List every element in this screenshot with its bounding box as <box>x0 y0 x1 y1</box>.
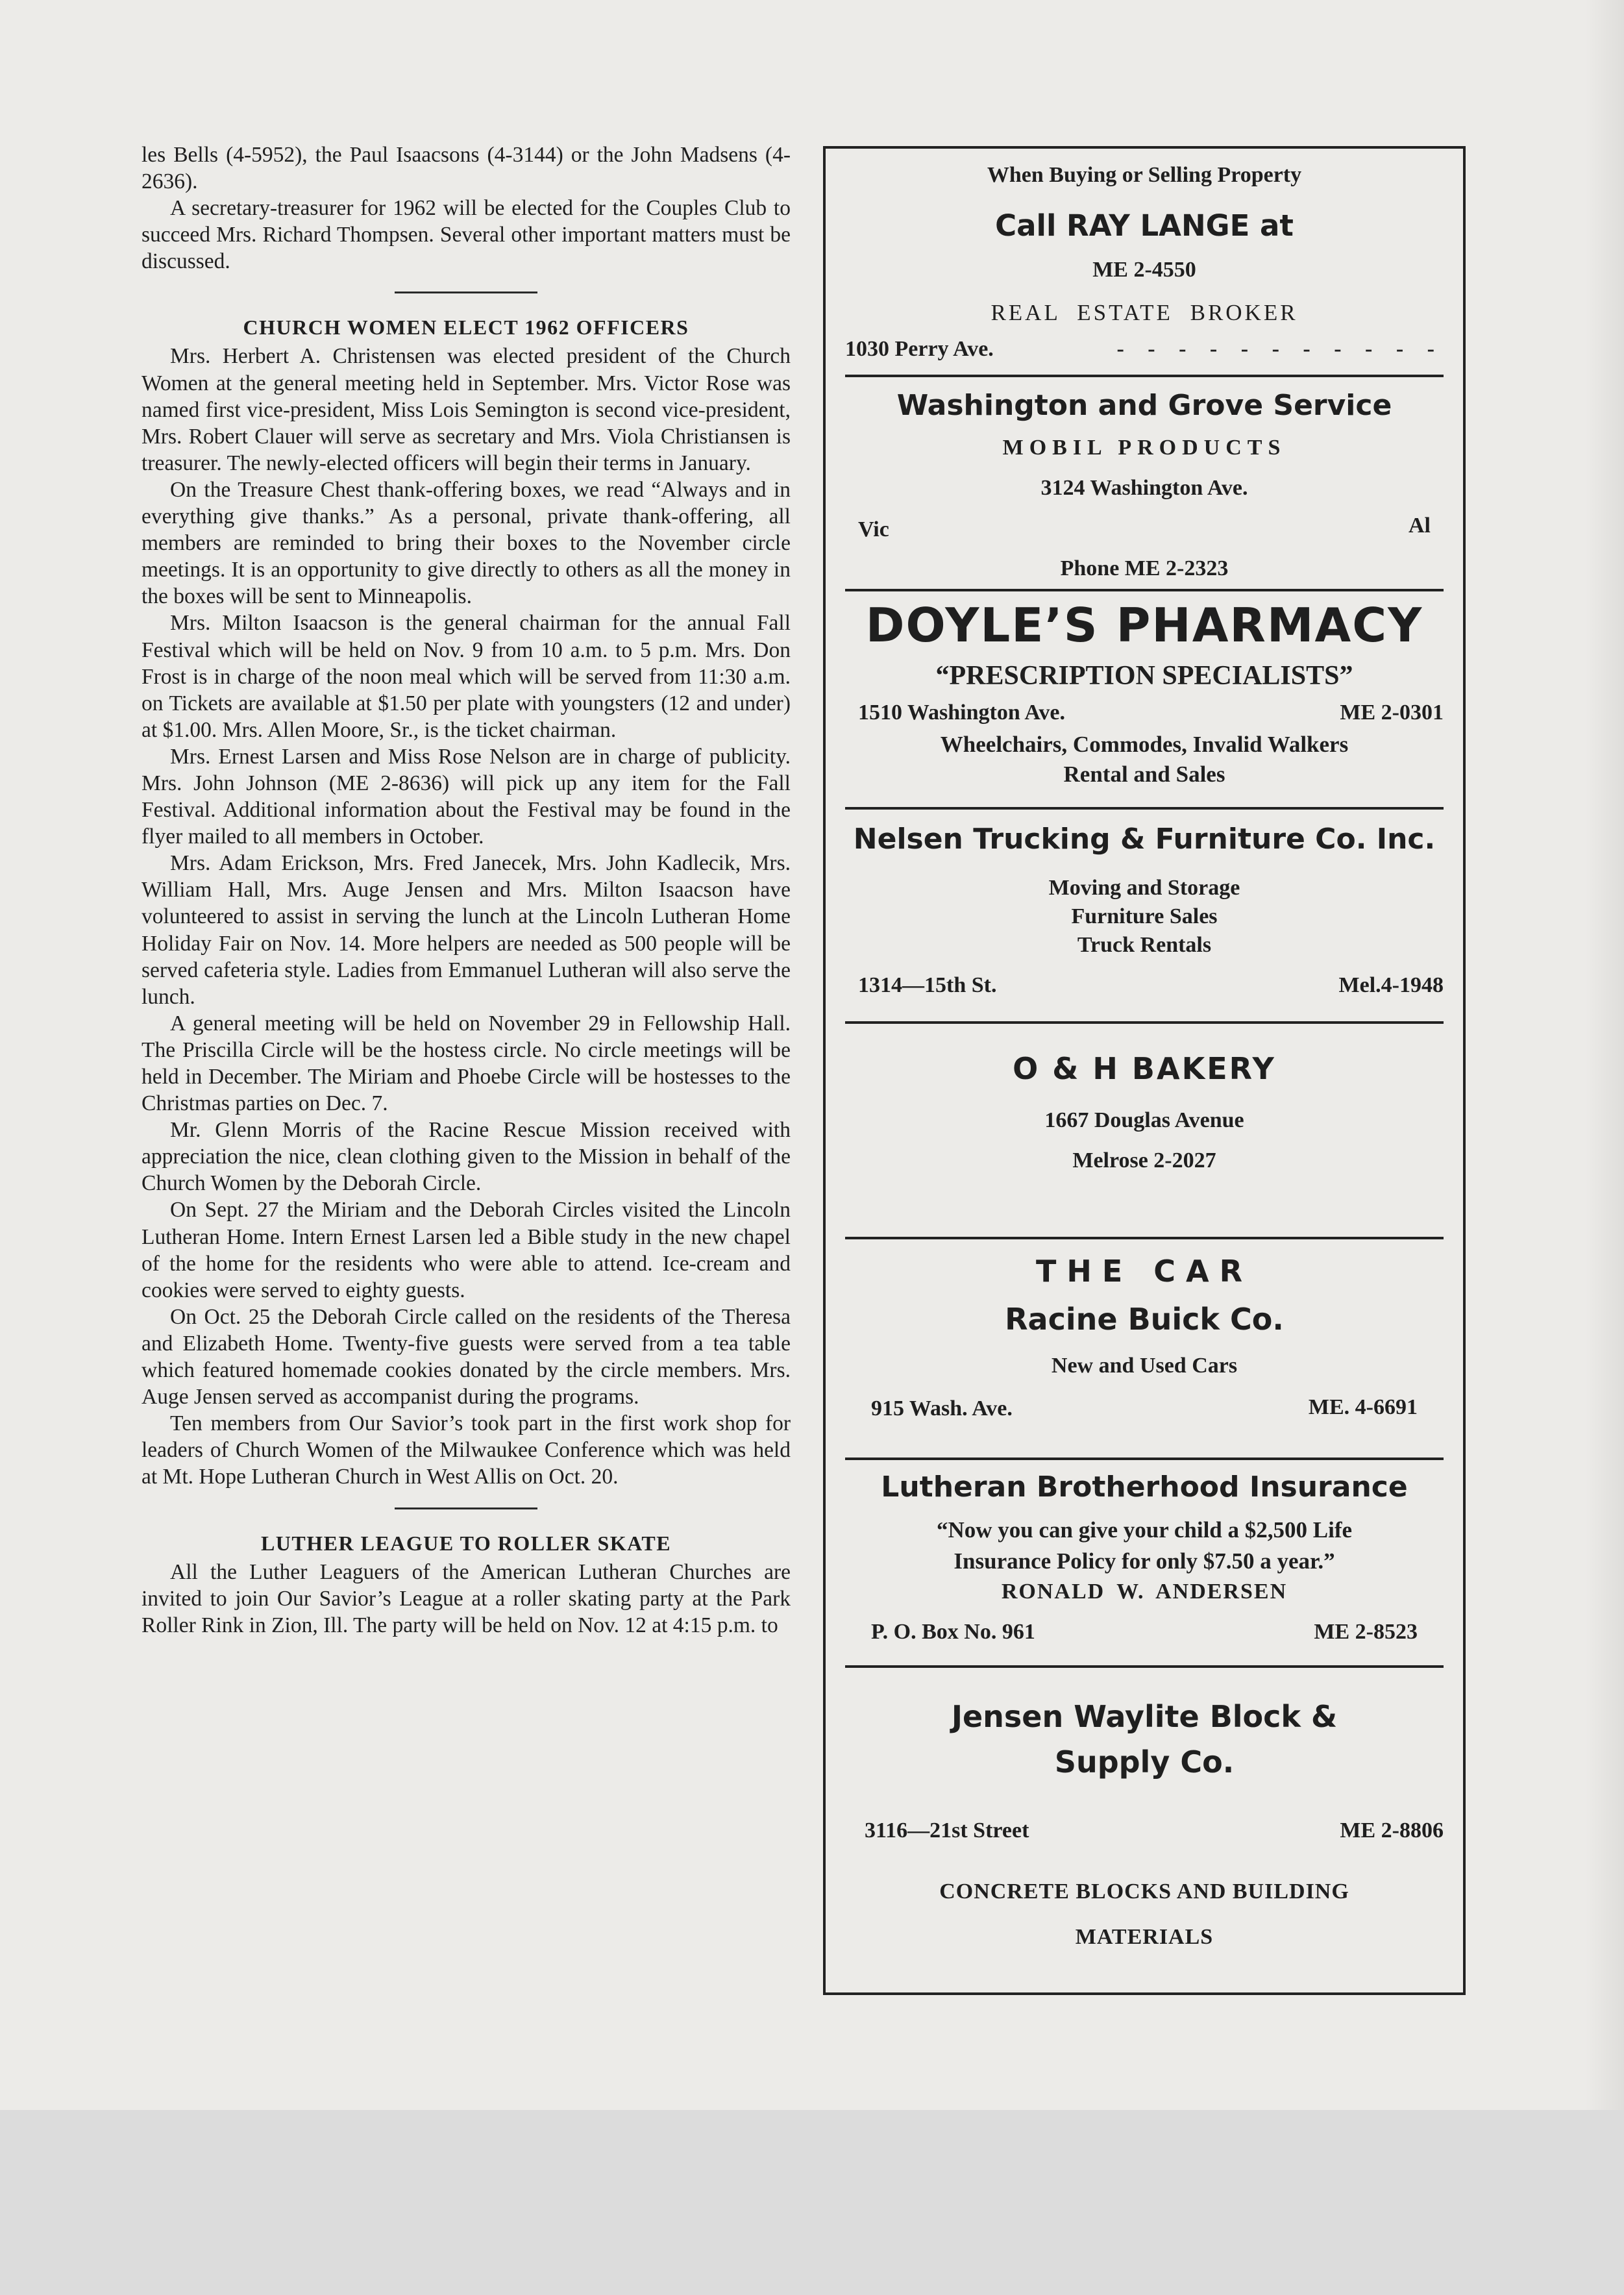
ad-line: Furniture Sales <box>1071 904 1218 928</box>
advertisements-panel <box>823 146 1466 1995</box>
ad-phone: ME 2-8806 <box>1340 1818 1444 1842</box>
ad-products: MOBIL PRODUCTS <box>1002 436 1286 460</box>
ad-quote-line: Insurance Policy for only $7.50 a year.” <box>953 1548 1335 1574</box>
ad-line: MATERIALS <box>1075 1925 1214 1949</box>
section-divider <box>395 1507 537 1509</box>
ad-line: New and Used Cars <box>1051 1354 1238 1378</box>
article-paragraph: Mrs. Milton Isaacson is the general chairman for the annual Fall Festival which will be held on Nov. 9 from 10 a.m. to 5 p.m. Mrs. Don Frost is in charge of the noon meal which will be served from 11:30 a.m. on Tickets are available at $1.50 per plate with youngsters (12 and under) at $1.00. Mrs. Allen Moore, Sr., is the ticket chairman. <box>141 611 791 742</box>
ad-line: CONCRETE BLOCKS AND BUILDING <box>939 1879 1349 1904</box>
ad-name: Nelsen Trucking & Furniture Co. Inc. <box>853 823 1436 856</box>
intro-paragraph-2: A secretary-treasurer for 1962 will be elected for the Couples Club to succeed Mrs. Richard Thompsen. Several other important matters must be discussed. <box>141 196 791 274</box>
ad-address: 1510 Washington Ave. <box>858 701 1065 725</box>
ad-phone: ME 2-8523 <box>1314 1620 1418 1644</box>
ad-agent: RONALD W. ANDERSEN <box>1001 1580 1288 1604</box>
intro-paragraph-1: les Bells (4-5952), the Paul Isaacsons (4-3144) or the John Madsens (4-2636). <box>141 143 791 194</box>
article-paragraph: On Sept. 27 the Miriam and the Deborah Circles visited the Lincoln Lutheran Home. Intern Ernest Larsen led a Bible study in the new chapel of the home for the residents who were able to attend. Ice-cream and cookies were served to eighty guests. <box>141 1198 791 1302</box>
church-women-heading: CHURCH WOMEN ELECT 1962 OFFICERS <box>243 316 689 340</box>
ad-title: REAL ESTATE BROKER <box>990 300 1298 325</box>
ad-dash-leader: - - - - - - - - - - - <box>1116 337 1444 361</box>
ad-phone: ME. 4-6691 <box>1308 1395 1418 1419</box>
ad-address: 1314—15th St. <box>858 973 997 997</box>
ad-ray-lange <box>845 149 1444 377</box>
ad-phone: ME 2-0301 <box>1340 701 1444 725</box>
ad-name: O & H BAKERY <box>1013 1051 1276 1086</box>
ad-line: Moving and Storage <box>1048 876 1240 900</box>
ad-address: 1667 Douglas Avenue <box>1044 1108 1244 1132</box>
ad-name: DOYLE’S PHARMACY <box>865 598 1423 652</box>
ad-address: P. O. Box No. 961 <box>871 1620 1035 1644</box>
article-paragraph: All the Luther Leaguers of the American Lutheran Churches are invited to join Our Savior’s League at a roller skating party at the Park Roller Rink in Zion, Ill. The party will be held on Nov. 12 at 4:15 p.m. to <box>141 1559 791 1637</box>
article-paragraph: Mrs. Herbert A. Christensen was elected president of the Church Women at the general meeting held in September. Mrs. Victor Rose was named first vice-president, Miss Lois Semington is second vice-president, Mrs. Robert Clauer will serve as secretary and Mrs. Viola Christiansen is treasurer. The newly-elected officers will begin their terms in January. <box>141 344 791 475</box>
ad-line: Rental and Sales <box>1063 762 1225 787</box>
ad-quote-line: “Now you can give your child a $2,500 Life <box>936 1517 1353 1543</box>
article-paragraph: Mrs. Ernest Larsen and Miss Rose Nelson are in charge of publicity. Mrs. John Johnson (ME 2-8636) will pick up any item for the Fall Festival. Additional information about the Festival may be found in the flyer mailed to all members in October. <box>141 744 791 849</box>
ad-washington-grove <box>845 375 1444 591</box>
article-paragraph: A general meeting will be held on November 29 in Fellowship Hall. The Priscilla Circle will be the hostess circle. No circle meetings will be held in December. The Miriam and Phoebe Circle will be hostesses to the Christmas parties on Dec. 7. <box>141 1011 791 1116</box>
ad-phone: ME 2-4550 <box>1092 258 1196 282</box>
section-divider <box>395 292 537 293</box>
article-paragraph: Mr. Glenn Morris of the Racine Rescue Mission received with appreciation the nice, clean clothing given to the Mission in behalf of the Church Women by the Deborah Circle. <box>141 1118 791 1196</box>
ad-phone: Phone ME 2-2323 <box>1060 556 1229 580</box>
ad-line: Truck Rentals <box>1077 933 1212 957</box>
ad-slogan: “PRESCRIPTION SPECIALISTS” <box>935 661 1353 691</box>
ad-phone: Melrose 2-2027 <box>1072 1148 1216 1172</box>
ad-name-left: Vic <box>858 517 889 541</box>
ad-phone: Mel.4-1948 <box>1338 973 1444 997</box>
article-paragraph: Ten members from Our Savior’s took part in the first work shop for leaders of Church Women of the Milwaukee Conference which was held at Mt. Hope Lutheran Church in West Allis on Oct. 20. <box>141 1411 791 1489</box>
scan-background <box>0 2110 1624 2295</box>
newsletter-column <box>141 142 791 1639</box>
ad-name: Washington and Grove Service <box>896 389 1392 422</box>
page-fold-shadow <box>1585 0 1624 2110</box>
article-paragraph: Mrs. Adam Erickson, Mrs. Fred Janecek, Mrs. John Kadlecik, Mrs. William Hall, Mrs. Auge Jensen and Mrs. Milton Isaacson have volunteered to assist in serving the lunch at the Lincoln Lutheran Home Holiday Fair on Nov. 14. More helpers are needed as 500 people will be served cafeteria style. Ladies from Emmanuel Lutheran will also serve the lunch. <box>141 851 791 1009</box>
ad-line: Wheelchairs, Commodes, Invalid Walkers <box>940 732 1349 757</box>
ad-address: 3116—21st Street <box>865 1818 1029 1842</box>
ad-nelsen-trucking <box>845 807 1444 1024</box>
ad-doyles-pharmacy <box>845 589 1444 810</box>
ad-address: 915 Wash. Ave. <box>871 1396 1013 1420</box>
ad-jensen-waylite <box>845 1665 1444 1990</box>
ad-racine-buick <box>845 1237 1444 1460</box>
article-paragraph: On the Treasure Chest thank-offering boxes, we read “Always and in everything give thanks.” As a personal, private thank-offering, all members are reminded to bring their boxes to the November circle meetings. It is an opportunity to give directly to others as all the money in the boxes will be sent to Minneapolis. <box>141 477 791 609</box>
luther-league-heading: LUTHER LEAGUE TO ROLLER SKATE <box>260 1531 672 1555</box>
ad-address: 3124 Washington Ave. <box>1040 476 1248 500</box>
ad-name-right: Al <box>1409 514 1431 538</box>
ad-tagline: When Buying or Selling Property <box>987 163 1302 187</box>
ad-lutheran-brotherhood <box>845 1458 1444 1668</box>
ad-name: Jensen Waylite Block & <box>951 1699 1338 1734</box>
ad-headline: THE CAR <box>1035 1254 1253 1289</box>
ad-headline: Call RAY LANGE at <box>995 208 1294 243</box>
ad-name: Lutheran Brotherhood Insurance <box>881 1470 1408 1504</box>
ad-name: Supply Co. <box>1054 1744 1235 1780</box>
ad-name: Racine Buick Co. <box>1005 1302 1284 1337</box>
ad-oh-bakery <box>845 1021 1444 1239</box>
ad-address: 1030 Perry Ave. <box>845 337 994 361</box>
article-paragraph: On Oct. 25 the Deborah Circle called on the residents of the Theresa and Elizabeth Home. Twenty-five guests were served from a tea table which featured homemade cookies donated by the circle members. Mrs. Auge Jensen served as accompanist during the programs. <box>141 1304 791 1409</box>
